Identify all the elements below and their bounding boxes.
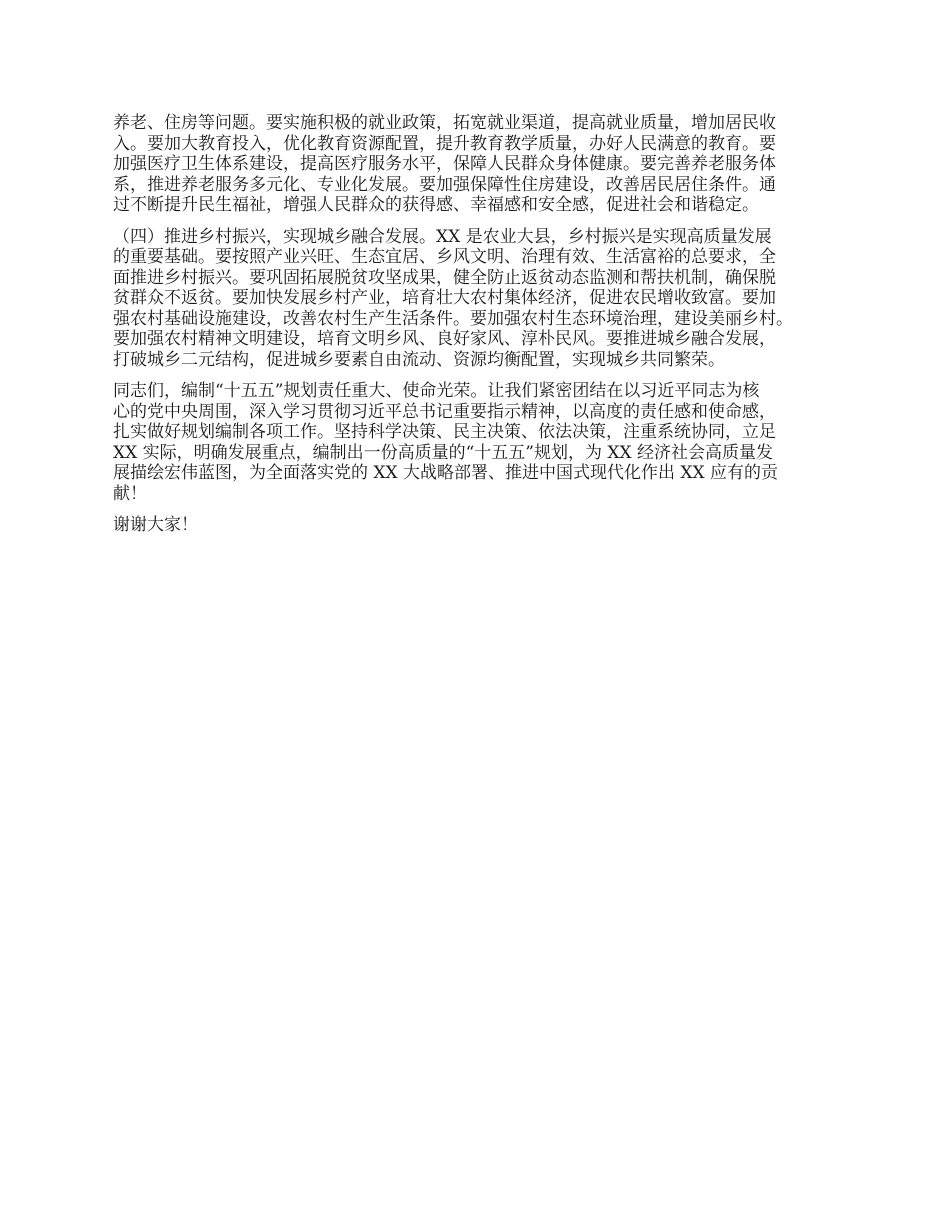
- text-line: 献！: [113, 483, 147, 504]
- text-line: XX 实际，明确发展重点，编制出一份高质量的“十五五”规划，为 XX 经济社会高质量发: [113, 442, 774, 463]
- text-line: 加强医疗卫生体系建设，提高医疗服务水平，保障人民群众身体健康。要完善养老服务体: [113, 154, 776, 174]
- text-line: 心的党中央周围，深入学习贯彻习近平总书记重要指示精神，以高度的责任感和使命感，: [113, 401, 776, 422]
- paragraph-livelihood: [113, 113, 853, 216]
- paragraph-rural-revitalization: [113, 227, 853, 371]
- paragraph-thanks: [113, 515, 853, 536]
- text-line: 系，推进养老服务多元化、专业化发展。要加强保障性住房建设，改善居民居住条件。通: [113, 174, 776, 195]
- text-line: 打破城乡二元结构，促进城乡要素自由流动、资源均衡配置，实现城乡共同繁荣。: [113, 349, 725, 370]
- text-line: 过不断提升民生福祉，增强人民群众的获得感、幸福感和安全感，促进社会和谐稳定。: [113, 195, 759, 215]
- text-line: 养老、住房等问题。要实施积极的就业政策，拓宽就业渠道，提高就业质量，增加居民收: [113, 113, 776, 133]
- text-line: 扎实做好规划编制各项工作。坚持科学决策、民主决策、依法决策，注重系统协同，立足: [113, 422, 776, 442]
- paragraph-closing-call: [113, 381, 853, 504]
- text-line: 展描绘宏伟蓝图，为全面落实党的 XX 大战略部署、推进中国式现代化作出 XX 应有的贡: [113, 463, 779, 483]
- document-body: [113, 113, 853, 547]
- text-line: 强农村基础设施建设，改善农村生产生活条件。要加强农村生态环境治理，建设美丽乡村。: [113, 308, 793, 329]
- text-line: （四）推进乡村振兴，实现城乡融合发展。XX 是农业大县，乡村振兴是实现高质量发展: [113, 226, 772, 247]
- text-line: 谢谢大家！: [113, 515, 198, 535]
- text-line: 要加强农村精神文明建设，培育文明乡风、良好家风、淳朴民风。要推进城乡融合发展，: [113, 329, 776, 349]
- text-line: 的重要基础。要按照产业兴旺、生态宜居、乡风文明、治理有效、生活富裕的总要求，全: [113, 247, 776, 267]
- text-line: 面推进乡村振兴。要巩固拓展脱贫攻坚成果，健全防止返贫动态监测和帮扶机制，确保脱: [113, 267, 776, 288]
- text-line: 同志们，编制“十五五”规划责任重大、使命光荣。让我们紧密团结在以习近平同志为核: [113, 381, 760, 401]
- text-line: 入。要加大教育投入，优化教育资源配置，提升教育教学质量，办好人民满意的教育。要: [113, 133, 776, 154]
- text-line: 贫群众不返贫。要加快发展乡村产业，培育壮大农村集体经济，促进农民增收致富。要加: [113, 288, 776, 308]
